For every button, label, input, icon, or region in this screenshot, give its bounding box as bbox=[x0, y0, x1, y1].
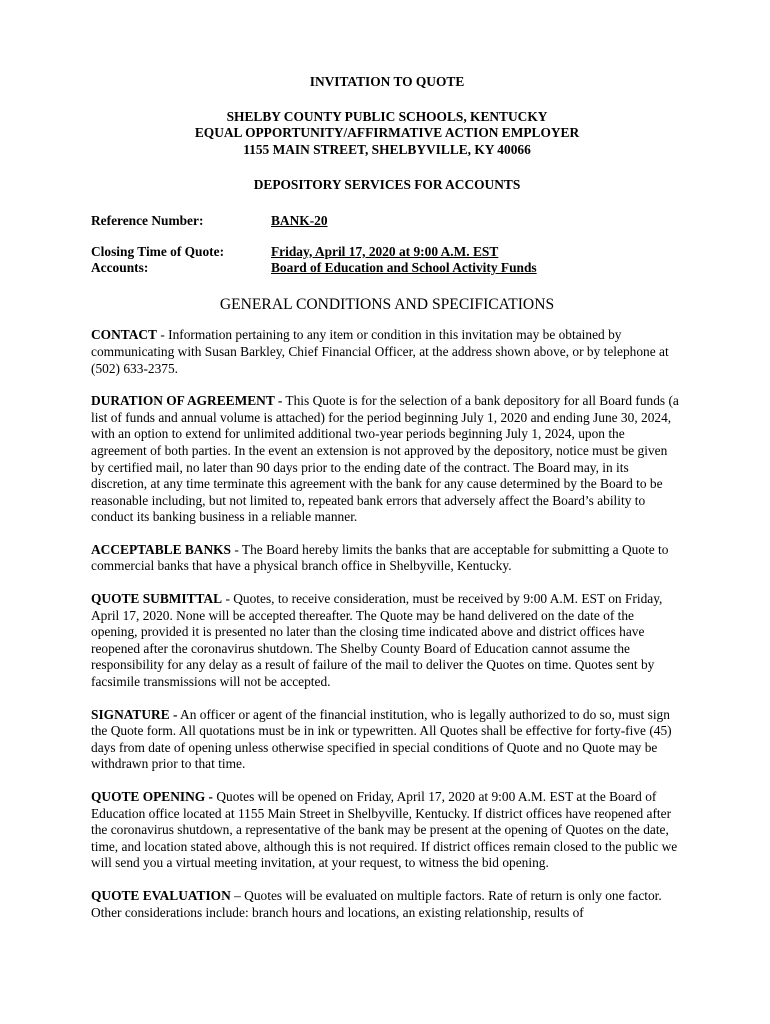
duration-heading: DURATION OF AGREEMENT - bbox=[91, 393, 283, 409]
quote-evaluation-text: – Quotes will be evaluated on multiple factors. Rate of return is only one factor. Other considerations include: branch hours and locations, an existing relationship, results of bbox=[91, 887, 662, 920]
closing-time-row bbox=[91, 244, 683, 261]
quote-submittal-paragraph bbox=[91, 591, 683, 691]
signature-text: An officer or agent of the financial institution, who is legally authorized to do so, must sign the Quote form. All quotations must be in ink or typewritten. All Quotes shall be effective for forty-five (45) days from date of opening unless otherwise specified in special conditions of Quote and no Quote may be withdrawn prior to that time. bbox=[91, 706, 672, 772]
closing-time-label: Closing Time of Quote: bbox=[91, 243, 225, 259]
quote-evaluation-paragraph bbox=[91, 888, 683, 921]
duration-paragraph bbox=[91, 393, 683, 526]
duration-text: This Quote is for the selection of a bank depository for all Board funds (a list of funds and annual volume is attached) for the period beginning July 1, 2020 and ending June 30, 2024, with an option to extend for unlimited additional two-year periods beginning July 1, 2024, upon the agreement of both parties. In the event an extension is not approved by the depository, notice must be given by certified mail, no later than 90 days prior to the ending date of the contract. The Board may, in its discretion, at any time terminate this agreement with the bank for any cause determined by the Board to be reasonable including, but not limited to, repeated bank errors that adversely affect the Board’s ability to conduct its banking business in a reliable manner. bbox=[91, 393, 679, 525]
accounts-row bbox=[91, 260, 683, 277]
section-heading: GENERAL CONDITIONS AND SPECIFICATIONS bbox=[219, 295, 555, 313]
quote-opening-text: Quotes will be opened on Friday, April 17, 2020 at 9:00 A.M. EST at the Board of Education office located at 1155 Main Street in Shelbyville, Kentucky. If district offices have reopened after the coronavirus shutdown, a representative of the bank may be present at the opening of Quotes on the date, time, and location stated above, although this is not required. If district offices remain closed to the public we will send you a virtual meeting invitation, at your request, to witness the bid opening. bbox=[91, 789, 678, 871]
document-page bbox=[91, 72, 683, 937]
document-title: INVITATION TO QUOTE bbox=[309, 74, 465, 89]
signature-paragraph bbox=[91, 707, 683, 773]
quote-opening-paragraph bbox=[91, 789, 683, 872]
contact-text: - Information pertaining to any item or condition in this invitation may be obtained by communicating with Susan Barkley, Chief Financial Officer, at the address shown above, or by telephone at (502) 633-2375. bbox=[91, 327, 669, 376]
employer-statement: EQUAL OPPORTUNITY/AFFIRMATIVE ACTION EMPLOYER bbox=[194, 125, 580, 141]
organization-address: 1155 MAIN STREET, SHELBYVILLE, KY 40066 bbox=[243, 141, 531, 157]
contact-paragraph bbox=[91, 327, 683, 377]
signature-heading: SIGNATURE - bbox=[91, 706, 178, 722]
reference-block bbox=[91, 213, 683, 277]
accounts-label: Accounts: bbox=[91, 260, 149, 276]
organization-name: SHELBY COUNTY PUBLIC SCHOOLS, KENTUCKY bbox=[226, 108, 548, 124]
acceptable-banks-paragraph bbox=[91, 542, 683, 575]
acceptable-banks-heading: ACCEPTABLE BANKS bbox=[91, 541, 232, 557]
acceptable-banks-text: - The Board hereby limits the banks that are acceptable for submitting a Quote to commercial banks that have a physical branch office in Shelbyville, Kentucky. bbox=[91, 541, 669, 574]
reference-number-value: BANK-20 bbox=[271, 212, 328, 228]
closing-time-value: Friday, April 17, 2020 at 9:00 A.M. EST bbox=[271, 243, 499, 259]
quote-evaluation-heading: QUOTE EVALUATION bbox=[91, 887, 231, 903]
quote-submittal-heading: QUOTE SUBMITTAL bbox=[91, 591, 223, 607]
contact-heading: CONTACT bbox=[91, 327, 157, 343]
quote-opening-heading: QUOTE OPENING - bbox=[91, 789, 214, 804]
organization-block bbox=[91, 109, 683, 159]
quote-submittal-text: - Quotes, to receive consideration, must be received by 9:00 A.M. EST on Friday, April 17, 2020. None will be accepted thereafter. The Quote may be hand delivered on the date of the opening, provided it is presented no later than the closing time indicated above and district offices have reopened after the coronavirus shutdown. The Shelby County Board of Education cannot assume the responsibility for any delay as a result of failure of the mail to deliver the Quotes on time. Quotes sent by facsimile transmissions will not be accepted. bbox=[91, 591, 663, 690]
document-subject: DEPOSITORY SERVICES FOR ACCOUNTS bbox=[253, 177, 521, 193]
reference-number-label: Reference Number: bbox=[91, 212, 204, 228]
accounts-value: Board of Education and School Activity Funds bbox=[271, 260, 537, 276]
reference-number-row bbox=[91, 213, 683, 230]
